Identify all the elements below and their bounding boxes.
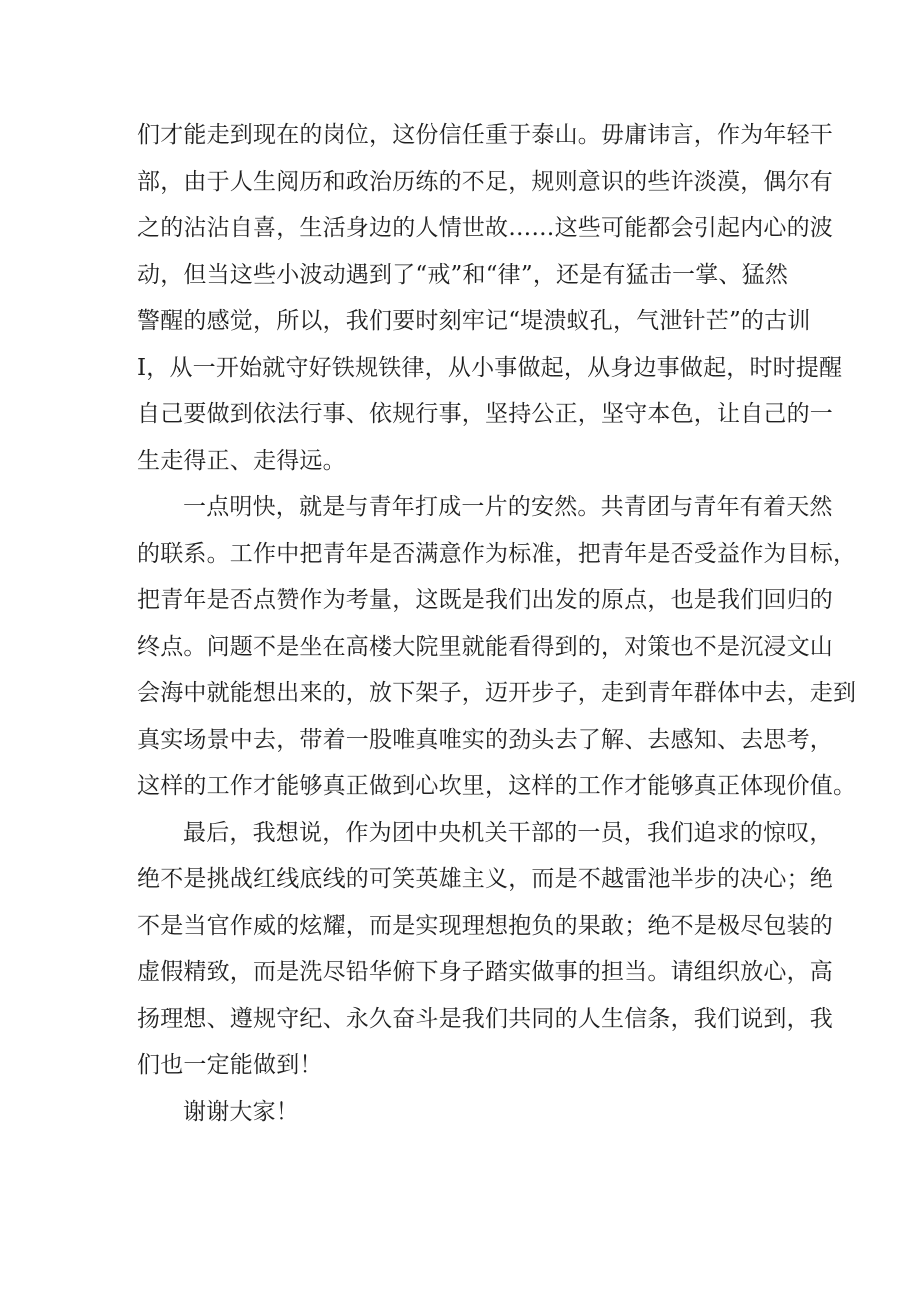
paragraph-line: 虚假精致，而是洗尽铅华俯下身子踏实做事的担当。请组织放心，高 xyxy=(137,959,833,985)
paragraph-line: 生走得正、走得远。 xyxy=(137,447,346,474)
paragraph-line: 不是当官作威的炫耀，而是实现理想抱负的果敢；绝不是极尽包装的 xyxy=(137,912,833,939)
paragraph-line: 自己要做到依法行事、依规行事，坚持公正，坚守本色，让自己的一 xyxy=(137,401,833,427)
paragraph-line: 绝不是挑战红线底线的可笑英雄主义，而是不越雷池半步的决心；绝 xyxy=(137,866,833,892)
paragraph-line: 一点明快，就是与青年打成一片的安然。共青团与青年有着天然 xyxy=(183,494,833,520)
document-body xyxy=(137,112,857,1135)
paragraph-line: 们也一定能做到！ xyxy=(137,1052,323,1078)
closing-line: 谢谢大家！ xyxy=(183,1098,299,1125)
paragraph-line: 的联系。工作中把青年是否满意作为标准，把青年是否受益作为目标， xyxy=(137,540,857,567)
paragraph-line: 扬理想、遵规守纪、永久奋斗是我们共同的人生信条，我们说到，我 xyxy=(137,1005,833,1032)
paragraph-1 xyxy=(137,112,843,484)
paragraph-line: 真实场景中去，带着一股唯真唯实的劲头去了解、去感知、去思考， xyxy=(137,726,833,753)
paragraph-line: I，从一开始就守好铁规铁律，从小事做起，从身边事做起，时时提醒 xyxy=(137,354,843,381)
paragraph-line: 最后，我想说，作为团中央机关干部的一员，我们追求的惊叹， xyxy=(183,819,833,846)
paragraph-line: 把青年是否点赞作为考量，这既是我们出发的原点，也是我们回归的 xyxy=(137,587,833,613)
paragraph-line: 会海中就能想出来的，放下架子，迈开步子，走到青年群体中去，走到 xyxy=(137,680,857,706)
paragraph-2 xyxy=(137,484,857,810)
closing-paragraph xyxy=(137,1089,787,1136)
paragraph-line: 之的沾沾自喜，生活身边的人情世故……这些可能都会引起内心的波 xyxy=(137,215,833,241)
paragraph-line: 终点。问题不是坐在高楼大院里就能看得到的，对策也不是沉浸文山 xyxy=(137,633,833,660)
paragraph-line: 动，但当这些小波动遇到了“戒”和“律”，还是有猛击一掌、猛然 xyxy=(137,261,789,288)
paragraph-line: 部，由于人生阅历和政治历练的不足，规则意识的些许淡漠，偶尔有 xyxy=(137,168,833,195)
paragraph-3 xyxy=(137,810,833,1089)
paragraph-line: 警醒的感觉，所以，我们要时刻牢记“堤溃蚁孔，气泄针芒”的古训 xyxy=(137,308,811,334)
paragraph-line: 们才能走到现在的岗位，这份信任重于泰山。毋庸讳言，作为年轻干 xyxy=(137,122,833,148)
paragraph-line: 这样的工作才能够真正做到心坎里，这样的工作才能够真正体现价值。 xyxy=(137,773,857,799)
